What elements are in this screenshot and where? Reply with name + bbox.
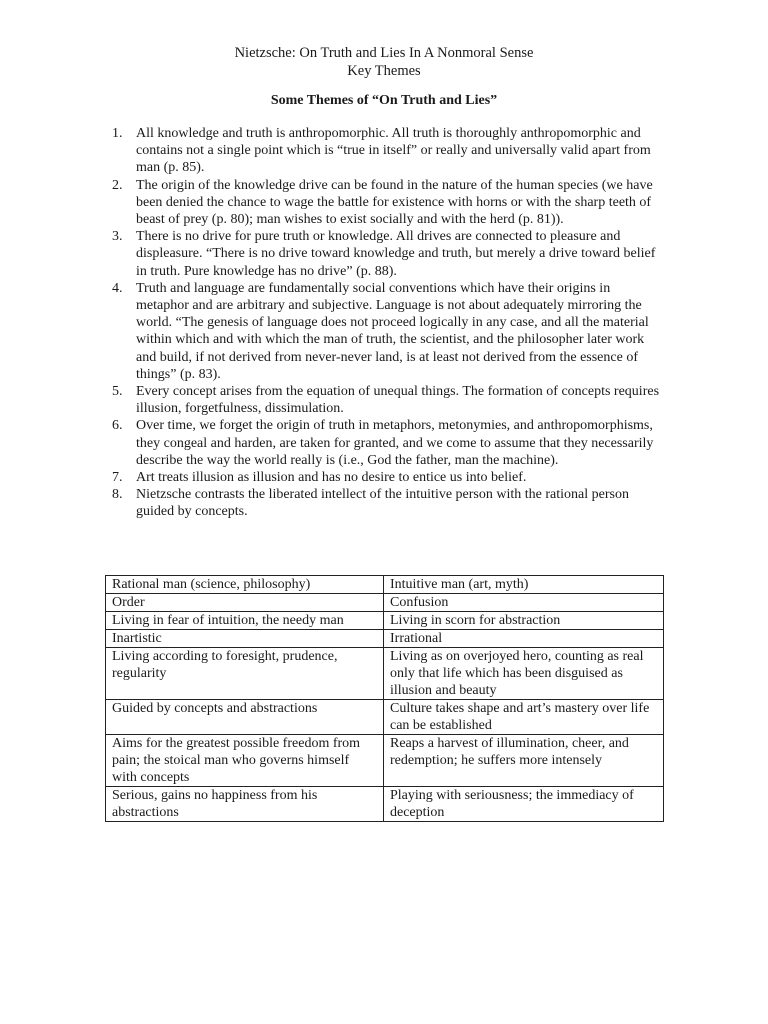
list-item-number: 5. (112, 384, 123, 400)
table-cell-intuitive: Confusion (384, 594, 664, 612)
table-cell-rational: Living in fear of intuition, the needy man (106, 612, 384, 630)
list-item-text: Every concept arises from the equation of unequal things. The formation of concepts requires illusion, forgetfulness, dissimulation. (136, 384, 660, 417)
list-item (112, 228, 664, 280)
table-row (106, 576, 664, 594)
list-item-text: The origin of the knowledge drive can be found in the nature of the human species (we have been denied the chance to wage the battle for existence with horns or with the sharp teeth of beast of prey (p. 80); man wishes to exist socially and with the herd (p. 81)). (136, 177, 653, 228)
document-title: Nietzsche: On Truth and Lies In A Nonmoral Sense (234, 45, 534, 61)
table-cell-rational: Living according to foresight, prudence, regularity (106, 648, 384, 700)
list-item-number: 1. (112, 126, 123, 141)
table-cell-intuitive: Living as on overjoyed hero, counting as real only that life which has been disguised as illusion and beauty (384, 648, 664, 700)
table-cell-rational: Inartistic (106, 630, 384, 648)
themes-list (112, 125, 664, 521)
list-item (112, 177, 664, 229)
list-item-text: Truth and language are fundamentally social conventions which have their origins in metaphor and are arbitrary and subjective. Language is not about adequately mirroring the world. “The genesis of language does not proceed logically in any case, and all the material within which and with which the man of truth, the scientist, and the philosopher later work and build, if not derived from never-never land, is at least not derived from the essence of things” (p. 83). (136, 280, 649, 382)
list-item (112, 486, 664, 520)
table-cell-rational: Serious, gains no happiness from his abstractions (106, 787, 384, 822)
section-heading: Some Themes of “On Truth and Lies” (270, 93, 498, 108)
table-row (106, 630, 664, 648)
table-cell-rational: Aims for the greatest possible freedom from pain; the stoical man who governs himself with concepts (106, 735, 384, 787)
list-item-number: 2. (112, 177, 123, 193)
list-item (112, 383, 664, 417)
list-item (112, 417, 664, 469)
list-item-text: Over time, we forget the origin of truth in metaphors, metonymies, and anthropomorphisms, they congeal and harden, are taken for granted, and we come to assume that they necessarily describe the way the world really is (i.e., God the father, man the machine). (136, 418, 654, 468)
table-cell-intuitive: Irrational (384, 630, 664, 648)
table-row (106, 787, 664, 822)
table-cell-rational: Guided by concepts and abstractions (106, 700, 384, 735)
table-cell-intuitive: Culture takes shape and art’s mastery over life can be established (384, 700, 664, 735)
list-item (112, 125, 664, 177)
table-cell-intuitive: Living in scorn for abstraction (384, 612, 664, 630)
document-subtitle: Key Themes (347, 63, 421, 79)
table-row (106, 700, 664, 735)
comparison-table-wrapper (105, 575, 663, 822)
table-row (106, 594, 664, 612)
list-item-number: 3. (112, 229, 123, 245)
list-item (112, 280, 664, 383)
table-cell-intuitive: Intuitive man (art, myth) (384, 576, 664, 594)
table-row (106, 648, 664, 700)
table-cell-rational: Rational man (science, philosophy) (106, 576, 384, 594)
table-cell-intuitive: Reaps a harvest of illumination, cheer, and redemption; he suffers more intensely (384, 735, 664, 787)
table-row (106, 612, 664, 630)
table-cell-rational: Order (106, 594, 384, 612)
table-row (106, 735, 664, 787)
list-item-text: Nietzsche contrasts the liberated intellect of the intuitive person with the rational person guided by concepts. (136, 487, 629, 520)
list-item-number: 4. (112, 280, 123, 296)
list-item (112, 469, 664, 486)
list-item-text: Art treats illusion as illusion and has no desire to entice us into belief. (136, 470, 527, 486)
list-item-number: 7. (112, 470, 123, 486)
comparison-table (105, 575, 664, 822)
list-item-number: 6. (112, 418, 123, 434)
table-cell-intuitive: Playing with seriousness; the immediacy of deception (384, 787, 664, 822)
list-item-text: All knowledge and truth is anthropomorphic. All truth is thoroughly anthropomorphic and contains not a single point which is “true in itself” or really and universally valid apart from man (p. 85). (136, 126, 651, 176)
list-item-text: There is no drive for pure truth or knowledge. All drives are connected to pleasure and displeasure. “There is no drive toward knowledge and truth, but merely a drive toward belief in truth. Pure knowledge has no drive” (p. 88). (136, 229, 656, 279)
list-item-number: 8. (112, 487, 123, 503)
